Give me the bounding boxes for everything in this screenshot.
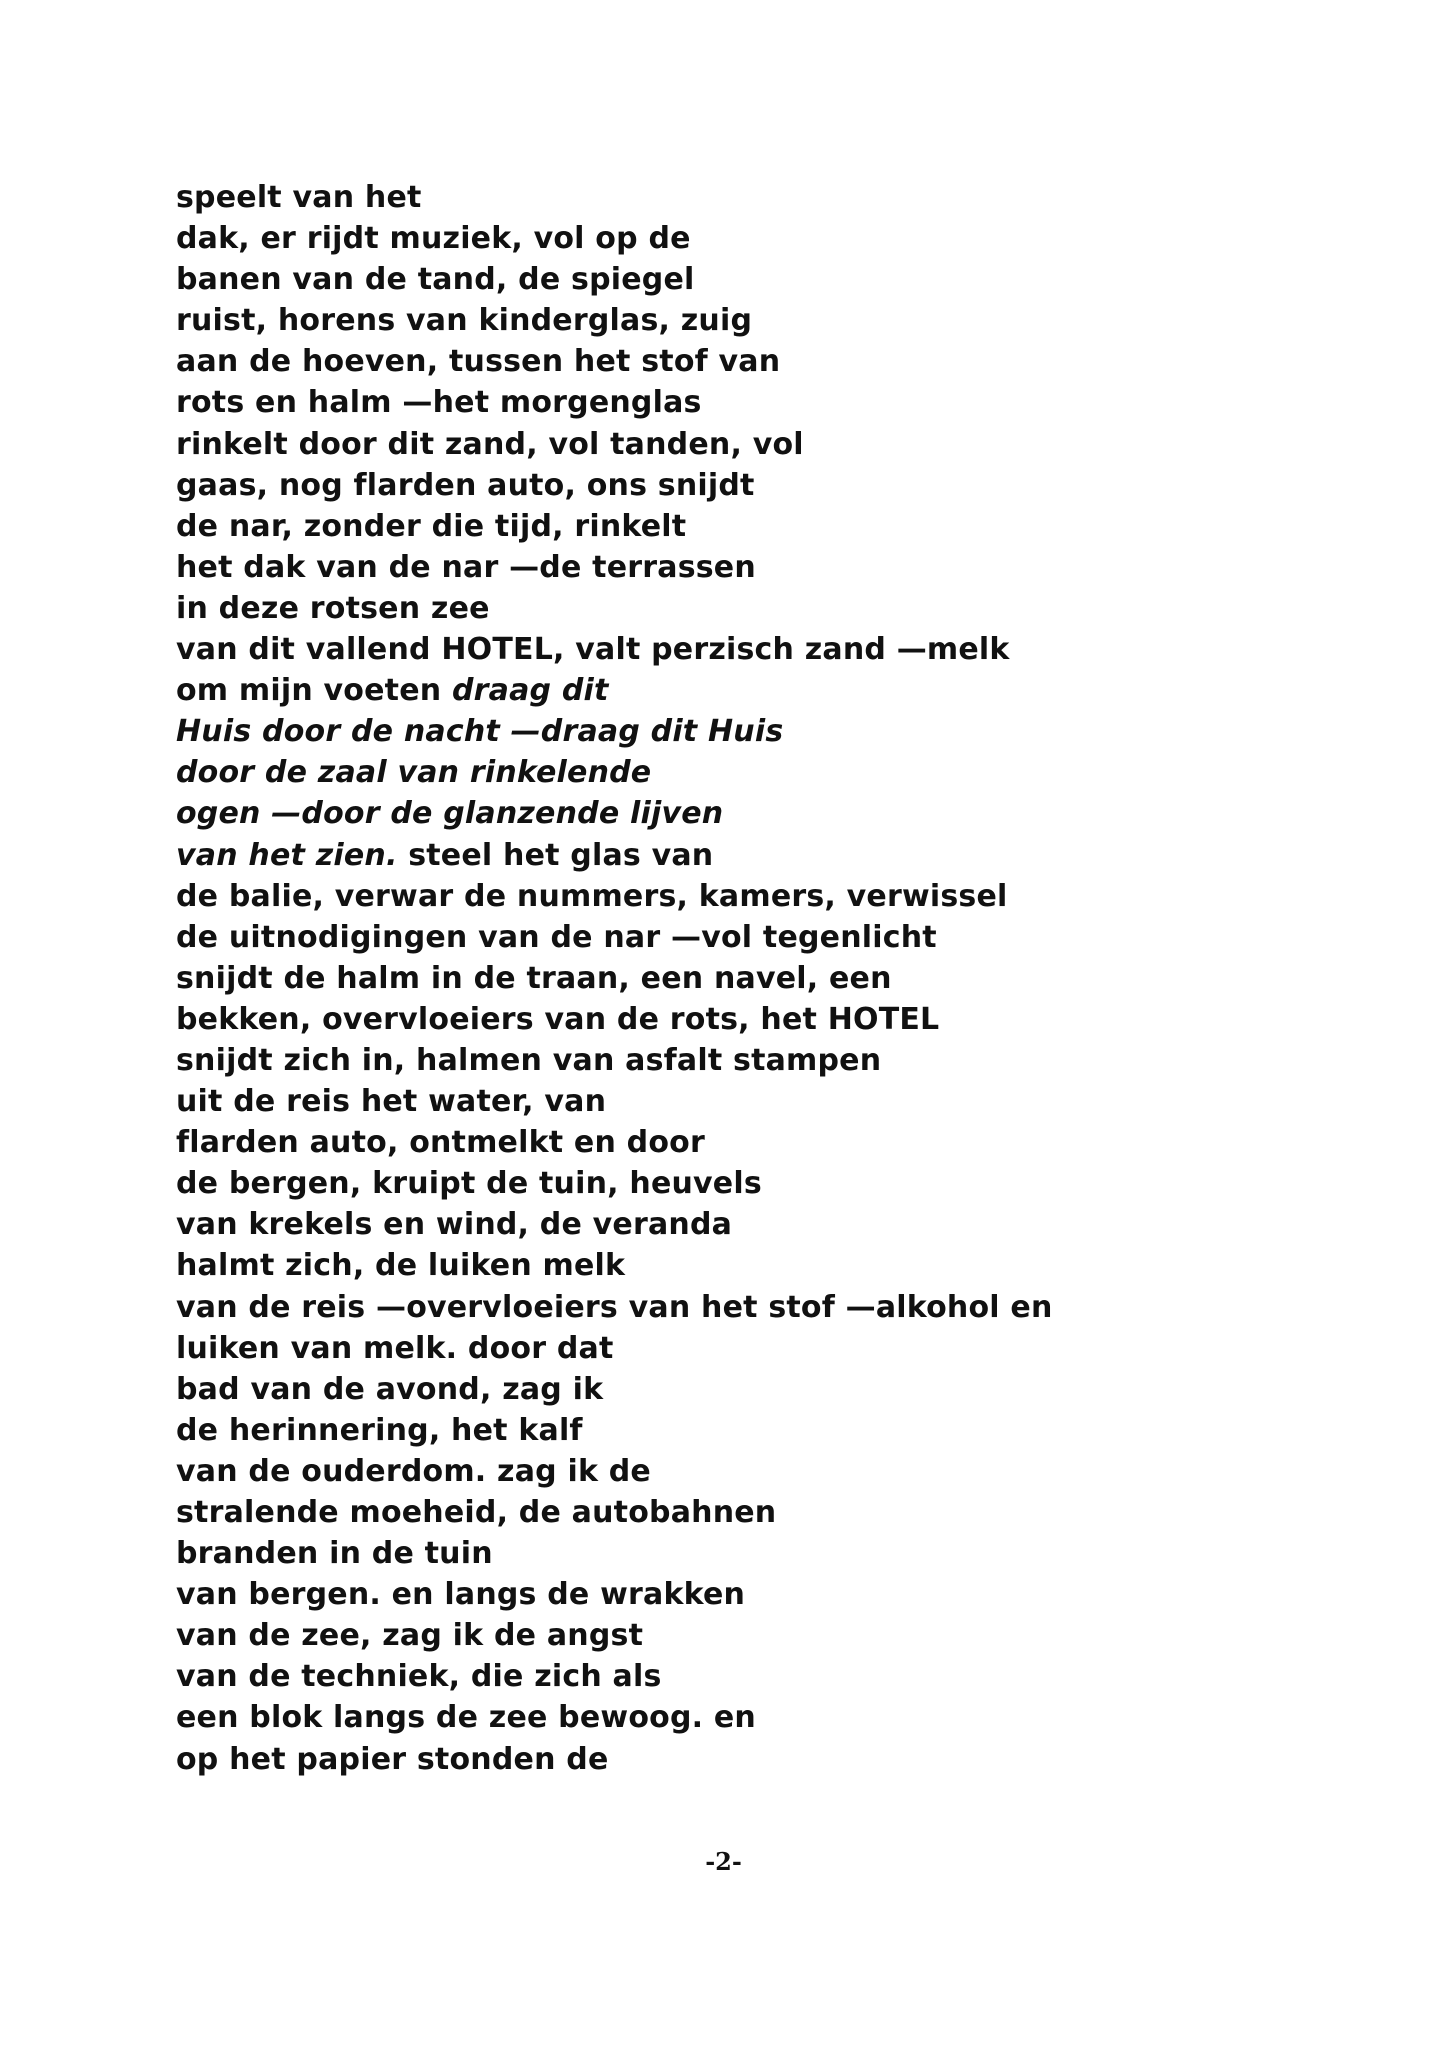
poem-line [176, 999, 1326, 1040]
poem-segment: de nar, zonder die tijd, rinkelt [176, 508, 687, 544]
poem-segment: stralende moeheid, de autobahnen [176, 1495, 777, 1530]
poem-segment: luiken van melk. door dat [176, 1330, 614, 1366]
poem-segment: de herinnering, het kalf [176, 1412, 583, 1448]
poem-italic-segment: draag dit [451, 673, 609, 709]
poem-segment: van de techniek, die zich als [176, 1659, 662, 1695]
page-number: -2- [705, 1847, 742, 1876]
poem-segment: het dak van de nar —de terrassen [176, 549, 756, 585]
poem-segment: op het papier stonden de [176, 1741, 609, 1777]
poem-segment: om mijn voeten [176, 673, 452, 709]
poem-segment: steel het glas van [397, 837, 714, 873]
poem-line [176, 547, 1326, 588]
poem-text [176, 177, 1326, 1780]
poem-line [176, 300, 1326, 341]
poem-line [176, 1410, 1326, 1451]
poem-line [176, 629, 1326, 670]
poem-segment: uit de reis het water, van [176, 1084, 607, 1120]
poem-line [176, 1533, 1326, 1574]
poem-segment: ruist, horens van kinderglas, zuig [176, 303, 753, 339]
poem-line [176, 1697, 1326, 1738]
poem-line [176, 506, 1326, 547]
poem-line [176, 424, 1326, 465]
poem-segment: rinkelt door dit zand, vol tanden, vol [176, 426, 804, 462]
poem-line [176, 465, 1326, 506]
poem-segment: de balie, verwar de nummers, kamers, verwissel [176, 878, 1008, 914]
poem-segment: in deze rotsen zee [176, 590, 490, 626]
poem-line [176, 1245, 1326, 1286]
poem-segment: bekken, overvloeiers van de rots, het HOTEL [176, 1001, 940, 1037]
poem-segment: van krekels en wind, de veranda [176, 1207, 733, 1243]
poem-line [176, 1163, 1326, 1204]
poem-segment: banen van de tand, de spiegel [176, 262, 695, 298]
poem-line [176, 876, 1326, 917]
poem-segment: van de ouderdom. zag ik de [176, 1453, 651, 1489]
poem-line [176, 382, 1326, 423]
poem-segment: de uitnodigingen van de nar —vol tegenlicht [176, 919, 937, 955]
poem-line [176, 341, 1326, 382]
poem-line [176, 177, 1326, 218]
poem-line [176, 1287, 1326, 1328]
poem-segment: dak, er rijdt muziek, vol op de [176, 221, 691, 257]
poem-line [176, 752, 1326, 793]
poem-line [176, 670, 1326, 711]
poem-line [176, 1369, 1326, 1410]
poem-line [176, 1492, 1326, 1533]
poem-line [176, 917, 1326, 958]
poem-segment: flarden auto, ontmelkt en door [176, 1125, 705, 1161]
poem-segment: halmt zich, de luiken melk [176, 1248, 626, 1284]
poem-segment: een blok langs de zee bewoog. en [176, 1700, 756, 1736]
poem-segment: van bergen. en langs de wrakken [176, 1577, 746, 1613]
poem-segment: rots en halm —het morgenglas [176, 385, 702, 421]
poem-segment: de bergen, kruipt de tuin, heuvels [176, 1166, 762, 1202]
poem-line [176, 835, 1326, 876]
poem-italic-segment: ogen —door de glanzende lijven [176, 796, 724, 832]
poem-line [176, 1328, 1326, 1369]
poem-line [176, 218, 1326, 259]
poem-italic-segment: door de zaal van rinkelende [176, 755, 652, 791]
poem-segment: gaas, nog flarden auto, ons snijdt [176, 467, 755, 503]
poem-segment: van de reis —overvloeiers van het stof —alkohol en [176, 1289, 1053, 1325]
poem-line [176, 1739, 1326, 1780]
poem-segment: bad van de avond, zag ik [176, 1371, 604, 1407]
poem-line [176, 588, 1326, 629]
poem-line [176, 1122, 1326, 1163]
poem-segment: snijdt de halm in de traan, een navel, een [176, 960, 892, 996]
poem-line [176, 958, 1326, 999]
poem-line [176, 1040, 1326, 1081]
poem-line [176, 259, 1326, 300]
poem-italic-segment: van het zien. [176, 837, 398, 873]
poem-segment: van dit vallend HOTEL, valt perzisch zand —melk [176, 632, 1010, 668]
poem-segment: snijdt zich in, halmen van asfalt stampen [176, 1042, 882, 1078]
poem-line [176, 1615, 1326, 1656]
poem-segment: speelt van het [176, 180, 422, 215]
poem-italic-segment: Huis door de nacht —draag dit Huis [176, 714, 784, 750]
poem-line [176, 711, 1326, 752]
poem-line [176, 1656, 1326, 1697]
poem-line [176, 1204, 1326, 1245]
poem-segment: aan de hoeven, tussen het stof van [176, 344, 781, 380]
poem-line [176, 793, 1326, 834]
poem-line [176, 1451, 1326, 1492]
poem-segment: van de zee, zag ik de angst [176, 1618, 644, 1654]
poem-line [176, 1081, 1326, 1122]
poem-segment: branden in de tuin [176, 1536, 493, 1572]
poem-line [176, 1574, 1326, 1615]
